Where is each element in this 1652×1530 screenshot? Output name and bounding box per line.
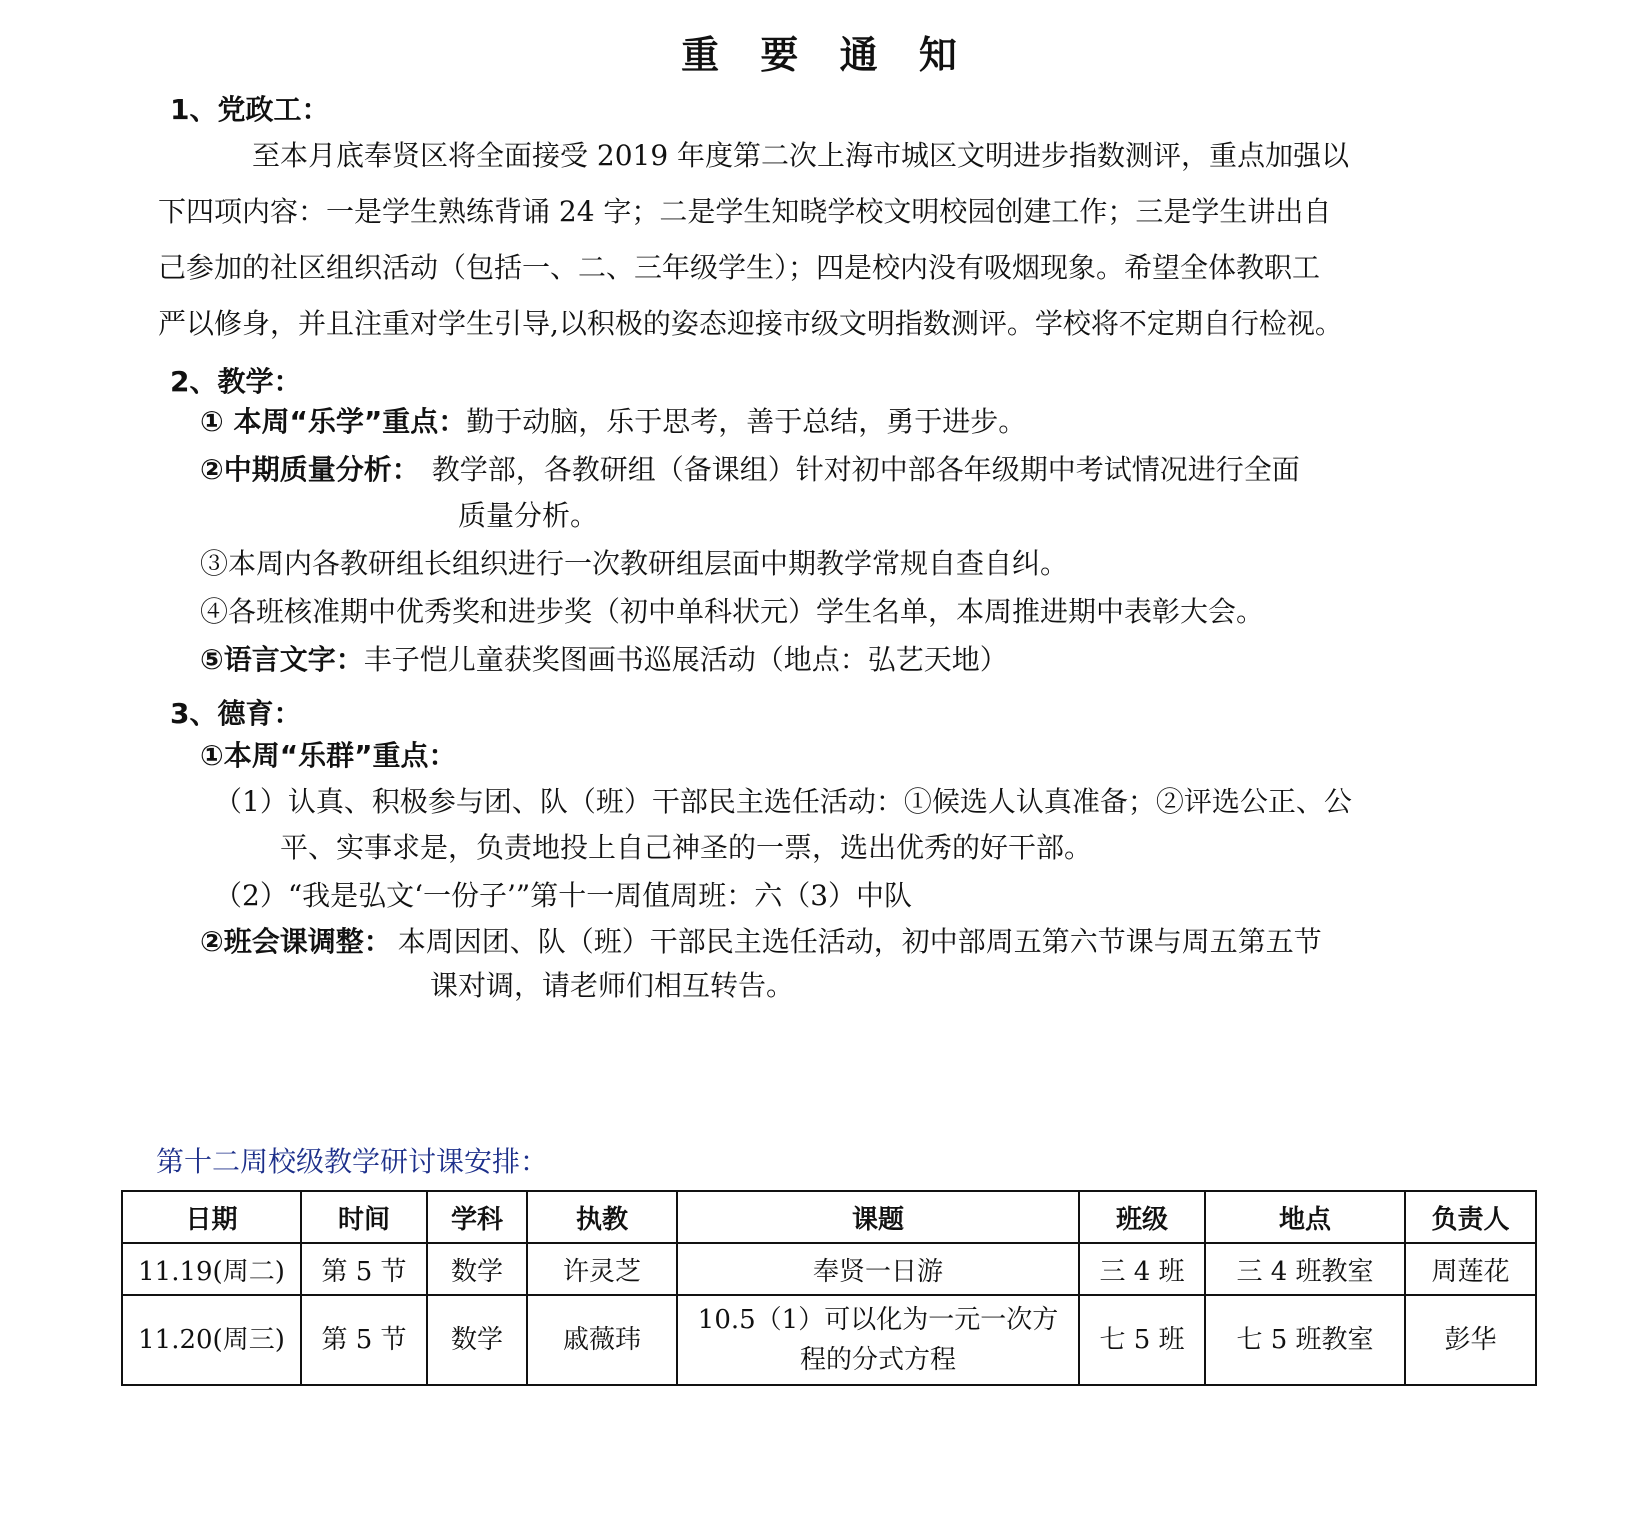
teaching-item-language xyxy=(200,642,1008,678)
table-header-row xyxy=(122,1191,1536,1243)
moral-item-label: ①本周“乐群”重点： xyxy=(200,739,457,772)
cell-topic: 奉贤一日游 xyxy=(677,1243,1079,1295)
teaching-item-analysis xyxy=(200,452,1300,488)
item-text: 教学部，各教研组（备课组）针对初中部各年级期中考试情况进行全面 xyxy=(431,453,1300,486)
table-row xyxy=(122,1295,1536,1385)
column-header: 班级 xyxy=(1079,1191,1205,1243)
paragraph-line: 严以修身，并且注重对学生引导,以积极的姿态迎接市级文明指数测评。学校将不定期自行检视。 xyxy=(158,307,1343,340)
section-heading-party: 1、党政工： xyxy=(170,93,330,126)
item-text-continued: 质量分析。 xyxy=(458,499,599,532)
cell-topic-line: 程的分式方程 xyxy=(799,1345,956,1375)
cell-subject: 数学 xyxy=(427,1295,527,1385)
column-header: 负责人 xyxy=(1405,1191,1536,1243)
section-heading-teaching: 2、教学： xyxy=(170,365,302,398)
column-header: 日期 xyxy=(122,1191,301,1243)
cell-class: 三 4 班 xyxy=(1079,1243,1205,1295)
cell-date: 11.19(周二) xyxy=(122,1243,301,1295)
paragraph-line: 己参加的社区组织活动（包括一、二、三年级学生）；四是校内没有吸烟现象。希望全体教职工 xyxy=(158,251,1321,284)
cell-place: 七 5 班教室 xyxy=(1205,1295,1405,1385)
teaching-item-awards: ④各班核准期中优秀奖和进步奖（初中单科状元）学生名单，本周推进期中表彰大会。 xyxy=(200,595,1265,628)
item-text: 丰子恺儿童获奖图画书巡展活动（地点：弘艺天地） xyxy=(363,643,1008,676)
moral-item-classmeeting xyxy=(200,924,1322,960)
teaching-item-focus xyxy=(200,404,1026,440)
section-heading-moral: 3、德育： xyxy=(170,697,302,730)
paragraph-line: 下四项内容：一是学生熟练背诵 24 字；二是学生知晓学校文明校园创建工作；三是学生讲出自 xyxy=(158,195,1332,228)
paragraph-line: 至本月底奉贤区将全面接受 2019 年度第二次上海市城区文明进步指数测评，重点加强以 xyxy=(252,139,1350,172)
item-label: ① 本周“乐学”重点： xyxy=(200,405,467,438)
cell-topic xyxy=(677,1295,1079,1385)
item-label: ②班会课调整： xyxy=(200,925,392,958)
cell-class: 七 5 班 xyxy=(1079,1295,1205,1385)
cell-place: 三 4 班教室 xyxy=(1205,1243,1405,1295)
column-header: 地点 xyxy=(1205,1191,1405,1243)
schedule-table xyxy=(121,1190,1537,1386)
cell-date: 11.20(周三) xyxy=(122,1295,301,1385)
cell-subject: 数学 xyxy=(427,1243,527,1295)
moral-sub-item-continued: 平、实事求是，负责地投上自己神圣的一票，选出优秀的好干部。 xyxy=(280,831,1093,864)
cell-owner: 彭华 xyxy=(1405,1295,1536,1385)
moral-sub-item: （2）“我是弘文‘一份子’”第十一周值周班：六（3）中队 xyxy=(214,879,913,912)
item-text-continued: 课对调，请老师们相互转告。 xyxy=(430,969,795,1002)
cell-topic-line: 10.5（1）可以化为一元一次方 xyxy=(697,1305,1059,1335)
page-title: 重 要 通 知 xyxy=(681,33,971,77)
item-label: ②中期质量分析： xyxy=(200,453,420,486)
item-text: 本周因团、队（班）干部民主选任活动，初中部周五第六节课与周五第五节 xyxy=(397,925,1322,958)
cell-time: 第 5 节 xyxy=(301,1243,427,1295)
table-row xyxy=(122,1243,1536,1295)
column-header: 时间 xyxy=(301,1191,427,1243)
item-label: ⑤语言文字： xyxy=(200,643,364,676)
cell-owner: 周莲花 xyxy=(1405,1243,1536,1295)
column-header: 学科 xyxy=(427,1191,527,1243)
schedule-title: 第十二周校级教学研讨课安排： xyxy=(156,1145,549,1178)
cell-teacher: 许灵芝 xyxy=(527,1243,677,1295)
item-text: 勤于动脑，乐于思考，善于总结，勇于进步。 xyxy=(466,405,1027,438)
moral-sub-item: （1）认真、积极参与团、队（班）干部民主选任活动：①候选人认真准备；②评选公正、公 xyxy=(214,785,1352,818)
cell-time: 第 5 节 xyxy=(301,1295,427,1385)
teaching-item-selfcheck: ③本周内各教研组长组织进行一次教研组层面中期教学常规自查自纠。 xyxy=(200,547,1069,580)
column-header: 执教 xyxy=(527,1191,677,1243)
cell-teacher: 戚薇玮 xyxy=(527,1295,677,1385)
column-header: 课题 xyxy=(677,1191,1079,1243)
